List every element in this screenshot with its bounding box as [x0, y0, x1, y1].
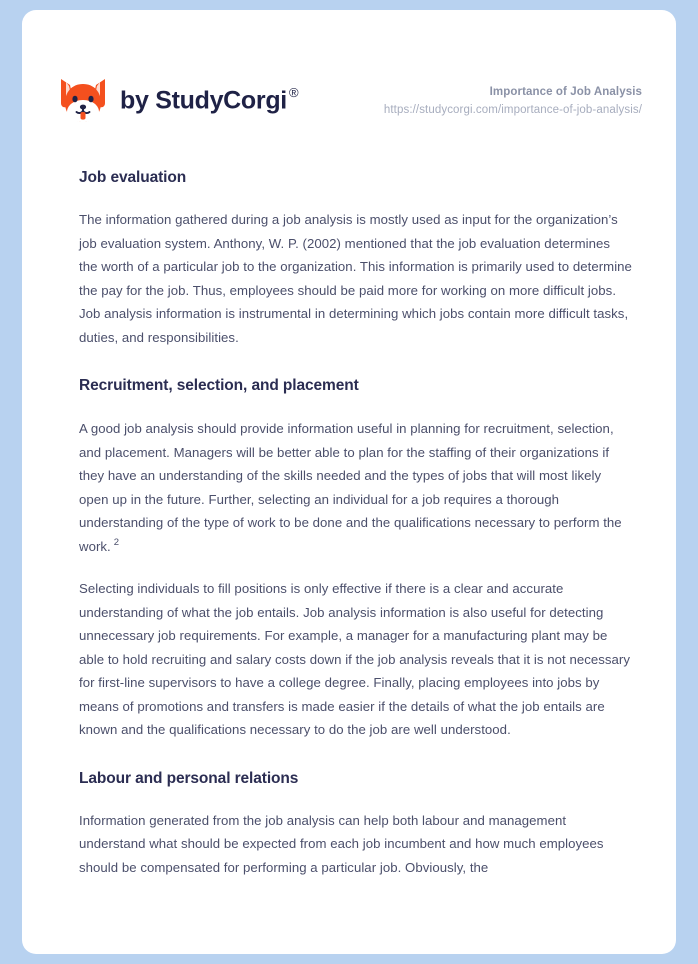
corgi-face-icon [57, 77, 109, 125]
section-labour-personal-relations [79, 769, 632, 880]
section-heading: Job evaluation [79, 169, 187, 186]
section-job-evaluation [79, 168, 632, 349]
document-title: Importance of Job Analysis [489, 86, 642, 98]
paragraph [79, 208, 632, 349]
paragraph [79, 417, 632, 558]
section-heading: Recruitment, selection, and placement [79, 377, 359, 395]
document-body [22, 168, 676, 879]
paragraph [79, 577, 632, 742]
brand-name [120, 85, 299, 115]
brand-name-text: by StudyCorgi [120, 86, 287, 115]
paragraph-text: Selecting individuals to fill positions is only effective if there is a clear and accurate understanding of what the job entails. Job analysis information is also useful for detecting unnecessary job requirements. For example, a manager for a manufacturing plant may be able to hold recruiting and salary costs down if the job analysis reveals that it is not necessary for first-line supervisors to have a college degree. Finally, placing employees into jobs by means of promotions and transfers is made easier if the details of what the job entails are known and the qualifications necessary to do the job are well understood. [79, 581, 631, 738]
section-heading: Labour and personal relations [79, 769, 299, 787]
paragraph-text: A good job analysis should provide information useful in planning for recruitment, selection, and placement. Managers will be better able to plan for the staffing of their organizations if they have an understanding of the skills needed and the types of jobs that will most likely open up in the future. Further, selecting an individual for a job requires a thorough understanding of the type of work to be done and the qualifications necessary to perform the work. [79, 421, 622, 554]
document-page-card [22, 10, 676, 954]
document-meta [384, 73, 642, 120]
paragraph-text: The information gathered during a job analysis is mostly used as input for the organization’s job evaluation system. Anthony, W. P. (2002) mentioned that the job evaluation determines the worth of a particular job to the organization. This information is primarily used to determine the pay for the job. Thus, employees should be paid more for working on more difficult jobs. Job analysis information is instrumental in determining which jobs contain more difficult tasks, duties, and responsibilities. [79, 212, 632, 345]
section-recruitment-selection-placement [79, 376, 632, 742]
registered-trademark-icon: ® [288, 85, 299, 101]
brand-logo-group [57, 73, 299, 125]
footnote-reference[interactable]: 2 [113, 537, 120, 549]
document-header [22, 10, 676, 125]
paragraph [79, 809, 632, 880]
document-url: https://studycorgi.com/importance-of-job-analysis/ [383, 104, 642, 117]
paragraph-text: Information generated from the job analysis can help both labour and management understand what should be expected from each job incumbent and how much employees should be compensated for performing a particular job. Obviously, the [79, 812, 604, 875]
